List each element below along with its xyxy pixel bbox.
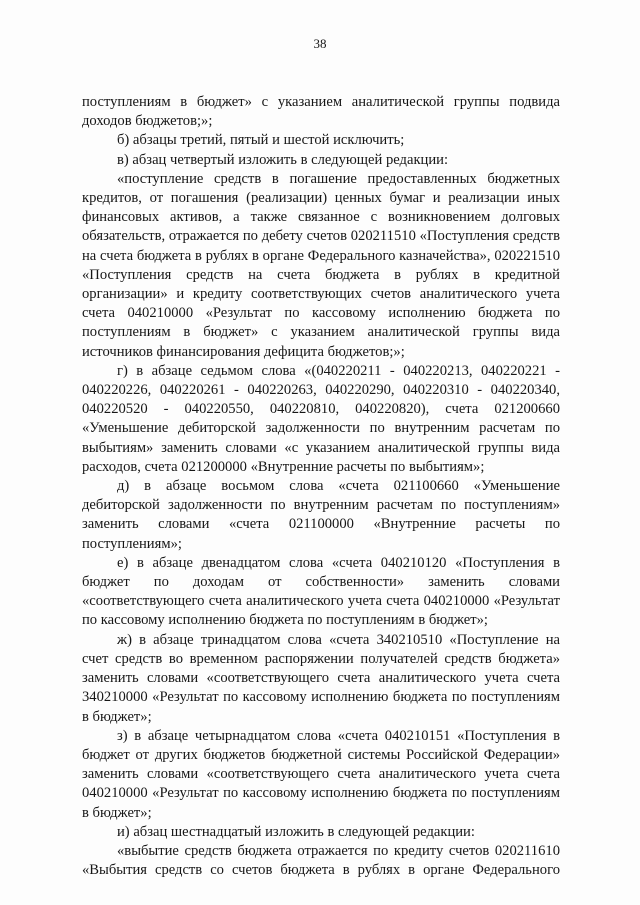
paragraph-item-i: и) абзац шестнадцатый изложить в следующей редакции: xyxy=(117,823,475,840)
paragraph-item-zh: ж) в абзаце тринадцатом слова «счета 340210510 «Поступление на счет средств во временном распоряжении получателей средств бюджета» заменить словами «соответствующего счета аналитического учета счета 340210000 «Результат по кассовому исполнению бюджета по поступлениям в бюджет»; xyxy=(82,631,560,725)
paragraph-item-z: з) в абзаце четырнадцатом слова «счета 040210151 «Поступления в бюджет от других бюджетов бюджетной системы Российской Федерации» заменить словами «соответствующего счета аналитического учета счета 040210000 «Результат по кассовому исполнению бюджета по поступлениям в бюджет»; xyxy=(82,727,560,821)
paragraph-quoted-revenue-receipt: «поступление средств в погашение предоставленных бюджетных кредитов, от погашения (реализации) ценных бумаг и реализации иных финансовых активов, а также связанное с возникновением долговых обязательств, отражается по дебету счетов 020211510 «Поступления средств на счета бюджета в рублях в органе Федерального казначейства», 020221510 «Поступления средств на счета бюджета в рублях в кредитной организации» и кредиту соответствующих счетов аналитического учета счета 040210000 «Результат по кассовому исполнению бюджета по поступлениям в бюджет» с указанием аналитической группы вида источников финансирования дефицита бюджетов;»; xyxy=(82,170,560,360)
paragraph-continuation: поступлениям в бюджет» с указанием аналитической группы подвида доходов бюджетов;»; xyxy=(82,94,560,130)
page-number: 38 xyxy=(313,36,327,51)
paragraph-quoted-budget-outflow: «выбытие средств бюджета отражается по кредиту счетов 020211610 «Выбытия средств со счетов бюджета в рублях в органе Федерального xyxy=(82,842,560,879)
paragraph-item-e: е) в абзаце двенадцатом слова «счета 040210120 «Поступления в бюджет по доходам от собственности» заменить словами «соответствующего счета аналитического учета счета 040210000 «Результат по кассовому исполнению бюджета по поступлениям в бюджет»; xyxy=(82,554,560,629)
paragraph-item-g: г) в абзаце седьмом слова «(040220211 - 040220213, 040220221 - 040220226, 040220261 - 040220263, 040220290, 040220310 - 040220340, 040220520 - 040220550, 040220810, 040220820), счета 021200660 «Уменьшение дебиторской задолженности по внутренним расчетам по выбытиям» заменить словами «с указанием аналитической группы вида расходов, счета 021200000 «Внутренние расчеты по выбытиям»; xyxy=(82,362,560,475)
paragraph-item-v: в) абзац четвертый изложить в следующей редакции: xyxy=(117,151,449,168)
paragraph-item-d: д) в абзаце восьмом слова «счета 021100660 «Уменьшение дебиторской задолженности по внутренним расчетам по поступлениям» заменить словами «счета 021100000 «Внутренние расчеты по поступлениям»; xyxy=(82,478,560,552)
paragraph-item-b: б) абзацы третий, пятый и шестой исключить; xyxy=(117,132,405,149)
document-body xyxy=(82,93,560,880)
